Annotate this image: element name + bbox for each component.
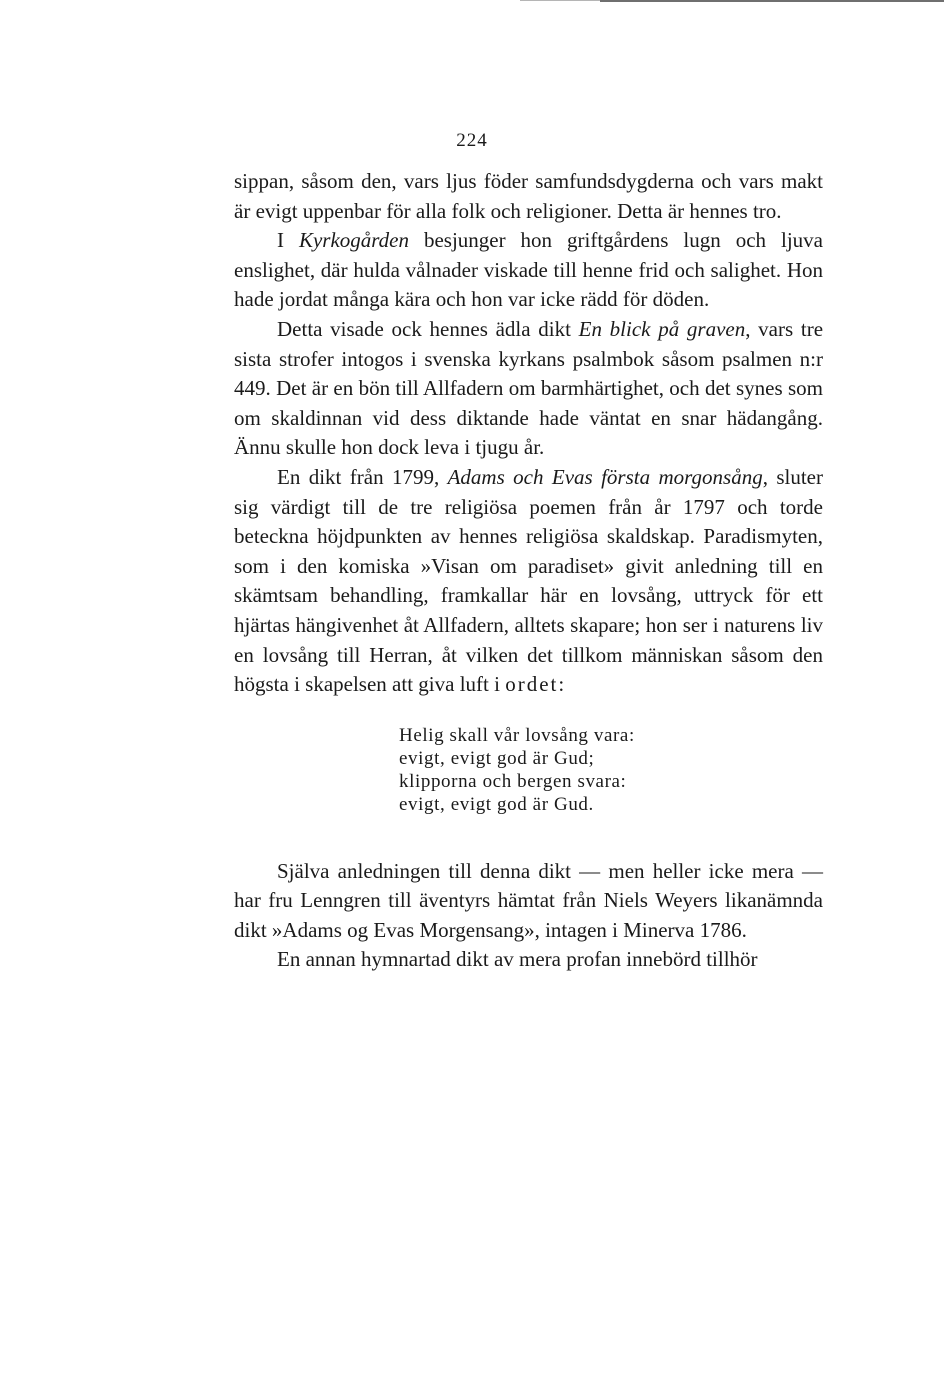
paragraph-5: Själva anledningen till denna dikt — men heller icke mera — har fru Lenngren till äventyrs hämtat från Niels Weyers likanämnda dikt »Adams og Evas Morgensang», intagen i Minerva 1786. bbox=[234, 858, 823, 942]
paragraph-3-start: Detta visade ock hennes ädla dikt bbox=[277, 316, 579, 341]
paragraph-3-rest: , vars tre sista strofer intogos i svenska kyrkans psalmbok såsom psalmen n:r 449. Det är en bön till Allfadern om barmhärtighet, och det synes som om skaldinnan vid dess diktande hade väntat en snar hädangång. Ännu skulle hon dock leva i tjugu år. bbox=[234, 316, 824, 460]
paragraph-2-rest: besjunger hon griftgårdens lugn och ljuva enslighet, där hulda vålnader viskade till henne frid och salighet. Hon hade jordat många kära och hon var icke rädd för döden. bbox=[234, 228, 823, 312]
paragraph-4-end: : bbox=[558, 672, 565, 697]
paragraph-3 bbox=[234, 315, 823, 463]
page-number: 224 bbox=[456, 130, 488, 151]
verse-line: evigt, evigt god är Gud. bbox=[399, 793, 594, 815]
verse-line: klipporna och bergen svara: bbox=[399, 770, 627, 792]
poem-title-en-blick-pa-graven: En blick på graven bbox=[578, 316, 746, 341]
paragraph-2-start: I bbox=[277, 228, 299, 253]
verse-line: evigt, evigt god är Gud; bbox=[399, 747, 595, 769]
paragraph-1: sippan, såsom den, vars ljus föder samfundsdygderna och vars makt är evigt uppenbar för alla folk och religioner. Detta är hennes tro. bbox=[234, 169, 823, 223]
poem-title-kyrkogarden: Kyrkogården bbox=[298, 228, 409, 253]
body-text bbox=[234, 167, 823, 975]
paragraph-6: En annan hymnartad dikt av mera profan innebörd tillhör bbox=[277, 947, 758, 972]
paragraph-4-rest: , sluter sig värdigt till de tre religiösa poemen från år 1797 och torde beteckna höjdpunkten av hennes religiösa skaldskap. Paradismyten, som i den komiska »Visan om paradiset» givit anledning till en skämtsam behandling, framkallar här en lovsång, uttryck för ett hjärtas hängivenhet åt Allfadern, alltets skapare; hon ser i naturens liv en lovsång till Herran, åt vilken det tillkom människan såsom den högsta i skapelsen att giva luft i bbox=[234, 464, 823, 697]
paragraph-4 bbox=[234, 463, 823, 700]
scan-edge-line-thin bbox=[520, 0, 600, 1]
paragraph-2 bbox=[234, 226, 823, 315]
paragraph-4-start: En dikt från 1799, bbox=[277, 464, 448, 489]
poem-title-adams-och-evas: Adams och Evas första morgonsång bbox=[447, 464, 763, 489]
spaced-word-ordet: ordet bbox=[505, 672, 559, 697]
verse-quote bbox=[399, 724, 823, 816]
verse-line: Helig skall vår lovsång vara: bbox=[399, 724, 635, 746]
scan-edge-line bbox=[600, 0, 944, 2]
